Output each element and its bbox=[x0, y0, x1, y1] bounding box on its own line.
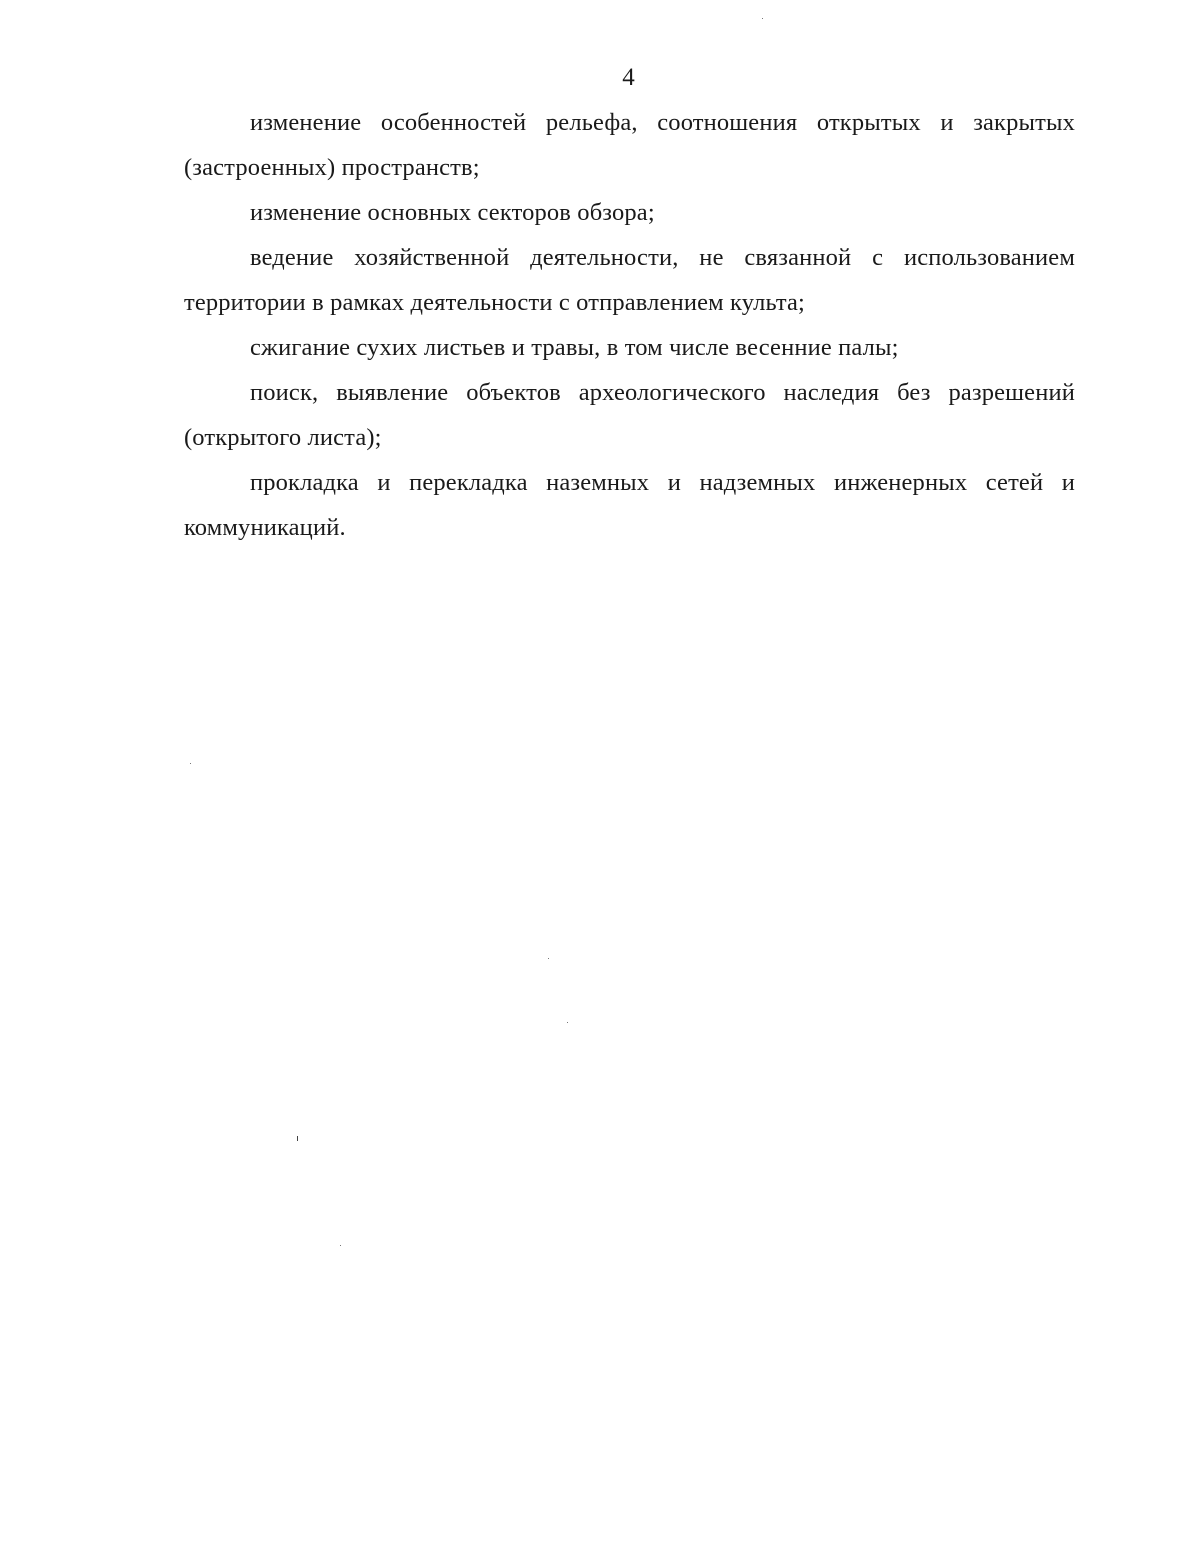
paragraph-burning: сжигание сухих листьев и травы, в том числе весенние палы; bbox=[250, 334, 899, 361]
scan-speck bbox=[548, 958, 549, 959]
paragraph-relief-change: изменение особенностей рельефа, соотношения открытых и закрытых (застроенных) пространств; bbox=[184, 109, 1075, 181]
page-number: 4 bbox=[622, 64, 635, 91]
paragraph-economic-activity: ведение хозяйственной деятельности, не связанной с использованием территории в рамках деятельности с отправлением культа; bbox=[184, 244, 1075, 316]
scan-speck bbox=[762, 18, 763, 19]
scan-speck bbox=[190, 763, 191, 764]
paragraph-utility-networks: прокладка и перекладка наземных и надземных инженерных сетей и коммуникаций. bbox=[184, 469, 1075, 541]
paragraph-archaeology: поиск, выявление объектов археологического наследия без разрешений (открытого листа); bbox=[184, 379, 1075, 451]
scan-speck bbox=[340, 1245, 341, 1246]
scan-speck bbox=[297, 1136, 298, 1141]
scan-speck bbox=[567, 1022, 568, 1023]
paragraph-view-sectors: изменение основных секторов обзора; bbox=[250, 199, 655, 226]
document-body bbox=[184, 100, 1075, 550]
